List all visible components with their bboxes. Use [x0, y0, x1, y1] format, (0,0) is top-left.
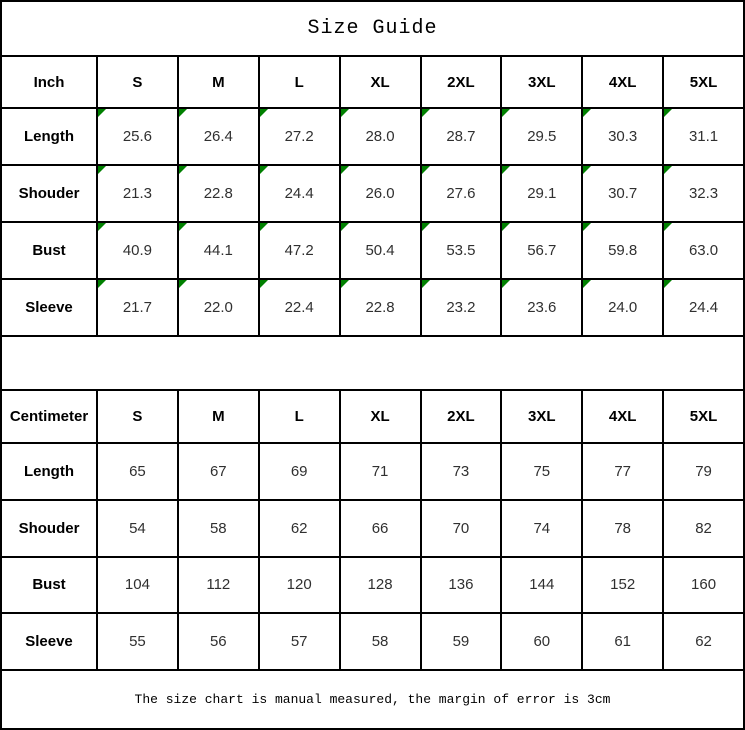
inch-value: 27.6 — [446, 185, 476, 203]
error-triangle-icon — [98, 223, 106, 231]
inch-value-cell — [259, 165, 340, 222]
size-header-4xl: 4XL — [582, 56, 663, 109]
inch-value-cell — [663, 279, 744, 336]
inch-value-cell — [97, 279, 178, 336]
error-triangle-icon — [583, 223, 591, 231]
inch-value: 56.7 — [527, 241, 557, 259]
inch-value-cell — [582, 222, 663, 279]
inch-value: 22.0 — [203, 298, 233, 316]
inch-value-cell — [340, 165, 421, 222]
size-header-3xl: 3XL — [501, 56, 582, 109]
row-label: Shouder — [1, 500, 97, 557]
cm-value-cell: 56 — [178, 613, 259, 670]
inch-value-cell — [501, 108, 582, 165]
row-label: Bust — [1, 557, 97, 614]
row-label: Sleeve — [1, 279, 97, 336]
cm-value-cell: 62 — [259, 500, 340, 557]
error-triangle-icon — [260, 109, 268, 117]
inch-value-cell — [421, 108, 502, 165]
error-triangle-icon — [260, 166, 268, 174]
inch-value: 31.1 — [688, 128, 719, 146]
cm-value-cell: 77 — [582, 443, 663, 500]
inch-value: 32.3 — [688, 185, 719, 203]
error-triangle-icon — [664, 280, 672, 288]
error-triangle-icon — [260, 280, 268, 288]
error-triangle-icon — [98, 109, 106, 117]
inch-length-row — [1, 108, 744, 165]
cm-value-cell: 59 — [421, 613, 502, 670]
error-triangle-icon — [422, 166, 430, 174]
inch-value: 59.8 — [608, 241, 638, 259]
cm-value-cell: 69 — [259, 443, 340, 500]
inch-value: 22.8 — [203, 185, 233, 203]
cm-value-cell: 71 — [340, 443, 421, 500]
cm-shouder-row — [1, 500, 744, 557]
cm-length-row — [1, 443, 744, 500]
inch-value: 22.8 — [365, 298, 395, 316]
inch-value: 40.9 — [122, 241, 153, 259]
inch-value-cell — [178, 165, 259, 222]
error-triangle-icon — [98, 280, 106, 288]
cm-value-cell: 66 — [340, 500, 421, 557]
inch-unit-header: Inch — [1, 56, 97, 109]
inch-value: 23.2 — [446, 298, 476, 316]
cm-value-cell: 144 — [501, 557, 582, 614]
cm-value-cell: 57 — [259, 613, 340, 670]
inch-value: 24.4 — [688, 298, 719, 316]
error-triangle-icon — [502, 280, 510, 288]
inch-value-cell — [663, 108, 744, 165]
inch-value-cell — [421, 165, 502, 222]
error-triangle-icon — [583, 280, 591, 288]
cm-unit-header: Centimeter — [1, 390, 97, 443]
error-triangle-icon — [341, 223, 349, 231]
inch-value: 25.6 — [122, 128, 153, 146]
inch-sleeve-row — [1, 279, 744, 336]
cm-value-cell: 79 — [663, 443, 744, 500]
inch-value: 63.0 — [688, 241, 719, 259]
cm-value-cell: 58 — [340, 613, 421, 670]
inch-value: 53.5 — [446, 241, 476, 259]
inch-value: 24.4 — [284, 185, 314, 203]
inch-value-cell — [501, 279, 582, 336]
inch-value: 47.2 — [284, 241, 314, 259]
cm-value-cell: 65 — [97, 443, 178, 500]
inch-value-cell — [663, 222, 744, 279]
inch-value-cell — [97, 165, 178, 222]
inch-value-cell — [340, 222, 421, 279]
size-header-m: M — [178, 390, 259, 443]
cm-value-cell: 136 — [421, 557, 502, 614]
size-header-2xl: 2XL — [421, 390, 502, 443]
inch-value: 24.0 — [608, 298, 638, 316]
error-triangle-icon — [583, 109, 591, 117]
error-triangle-icon — [422, 223, 430, 231]
error-triangle-icon — [179, 166, 187, 174]
size-header-s: S — [97, 56, 178, 109]
inch-value: 29.1 — [527, 185, 557, 203]
cm-value-cell: 160 — [663, 557, 744, 614]
inch-value-cell — [259, 279, 340, 336]
cm-value-cell: 78 — [582, 500, 663, 557]
error-triangle-icon — [341, 280, 349, 288]
error-triangle-icon — [179, 280, 187, 288]
error-triangle-icon — [179, 223, 187, 231]
inch-value-cell — [340, 108, 421, 165]
inch-value-cell — [501, 222, 582, 279]
inch-value-cell — [582, 165, 663, 222]
inch-value: 27.2 — [284, 128, 314, 146]
cm-value-cell: 112 — [178, 557, 259, 614]
inch-value-cell — [259, 222, 340, 279]
size-header-l: L — [259, 56, 340, 109]
size-header-xl: XL — [340, 56, 421, 109]
inch-value: 23.6 — [527, 298, 557, 316]
inch-value: 21.7 — [122, 298, 153, 316]
page-title: Size Guide — [1, 1, 744, 56]
cm-value-cell: 67 — [178, 443, 259, 500]
error-triangle-icon — [341, 166, 349, 174]
error-triangle-icon — [502, 109, 510, 117]
error-triangle-icon — [664, 109, 672, 117]
inch-value: 30.3 — [608, 128, 638, 146]
cm-value-cell: 74 — [501, 500, 582, 557]
inch-value: 30.7 — [608, 185, 638, 203]
inch-value: 28.0 — [365, 128, 395, 146]
size-header-m: M — [178, 56, 259, 109]
inch-value-cell — [178, 108, 259, 165]
inch-header-row — [1, 56, 744, 109]
cm-bust-row — [1, 557, 744, 614]
row-label: Length — [1, 108, 97, 165]
inch-value: 28.7 — [446, 128, 476, 146]
cm-sleeve-row — [1, 613, 744, 670]
size-header-2xl: 2XL — [421, 56, 502, 109]
cm-value-cell: 62 — [663, 613, 744, 670]
error-triangle-icon — [98, 166, 106, 174]
cm-value-cell: 58 — [178, 500, 259, 557]
inch-value: 26.0 — [365, 185, 395, 203]
inch-value-cell — [501, 165, 582, 222]
inch-value: 21.3 — [122, 185, 153, 203]
cm-value-cell: 152 — [582, 557, 663, 614]
cm-value-cell: 70 — [421, 500, 502, 557]
cm-value-cell: 73 — [421, 443, 502, 500]
spacer-cell — [1, 336, 744, 391]
inch-value-cell — [421, 222, 502, 279]
error-triangle-icon — [422, 280, 430, 288]
cm-value-cell: 60 — [501, 613, 582, 670]
inch-value-cell — [340, 279, 421, 336]
footer-row — [1, 670, 744, 729]
size-header-s: S — [97, 390, 178, 443]
size-header-5xl: 5XL — [663, 56, 744, 109]
inch-shouder-row — [1, 165, 744, 222]
cm-value-cell: 75 — [501, 443, 582, 500]
cm-value-cell: 54 — [97, 500, 178, 557]
size-header-3xl: 3XL — [501, 390, 582, 443]
size-header-4xl: 4XL — [582, 390, 663, 443]
inch-value-cell — [178, 222, 259, 279]
error-triangle-icon — [502, 223, 510, 231]
cm-value-cell: 104 — [97, 557, 178, 614]
footer-note: The size chart is manual measured, the margin of error is 3cm — [1, 670, 744, 729]
size-header-5xl: 5XL — [663, 390, 744, 443]
inch-value: 29.5 — [527, 128, 557, 146]
cm-header-row — [1, 390, 744, 443]
inch-value-cell — [582, 108, 663, 165]
row-label: Shouder — [1, 165, 97, 222]
inch-value-cell — [259, 108, 340, 165]
size-header-xl: XL — [340, 390, 421, 443]
inch-value-cell — [421, 279, 502, 336]
inch-value-cell — [178, 279, 259, 336]
cm-value-cell: 128 — [340, 557, 421, 614]
inch-value: 26.4 — [203, 128, 233, 146]
row-label: Sleeve — [1, 613, 97, 670]
error-triangle-icon — [260, 223, 268, 231]
inch-value: 44.1 — [203, 241, 233, 259]
cm-value-cell: 82 — [663, 500, 744, 557]
inch-value-cell — [97, 222, 178, 279]
inch-value-cell — [663, 165, 744, 222]
row-label: Length — [1, 443, 97, 500]
cm-value-cell: 61 — [582, 613, 663, 670]
inch-value: 22.4 — [284, 298, 314, 316]
error-triangle-icon — [179, 109, 187, 117]
size-header-l: L — [259, 390, 340, 443]
inch-bust-row — [1, 222, 744, 279]
inch-value-cell — [582, 279, 663, 336]
error-triangle-icon — [502, 166, 510, 174]
error-triangle-icon — [664, 223, 672, 231]
title-row — [1, 1, 744, 56]
error-triangle-icon — [583, 166, 591, 174]
cm-value-cell: 55 — [97, 613, 178, 670]
error-triangle-icon — [341, 109, 349, 117]
inch-value-cell — [97, 108, 178, 165]
spacer-row — [1, 336, 744, 391]
row-label: Bust — [1, 222, 97, 279]
error-triangle-icon — [664, 166, 672, 174]
cm-value-cell: 120 — [259, 557, 340, 614]
inch-value: 50.4 — [365, 241, 395, 259]
error-triangle-icon — [422, 109, 430, 117]
